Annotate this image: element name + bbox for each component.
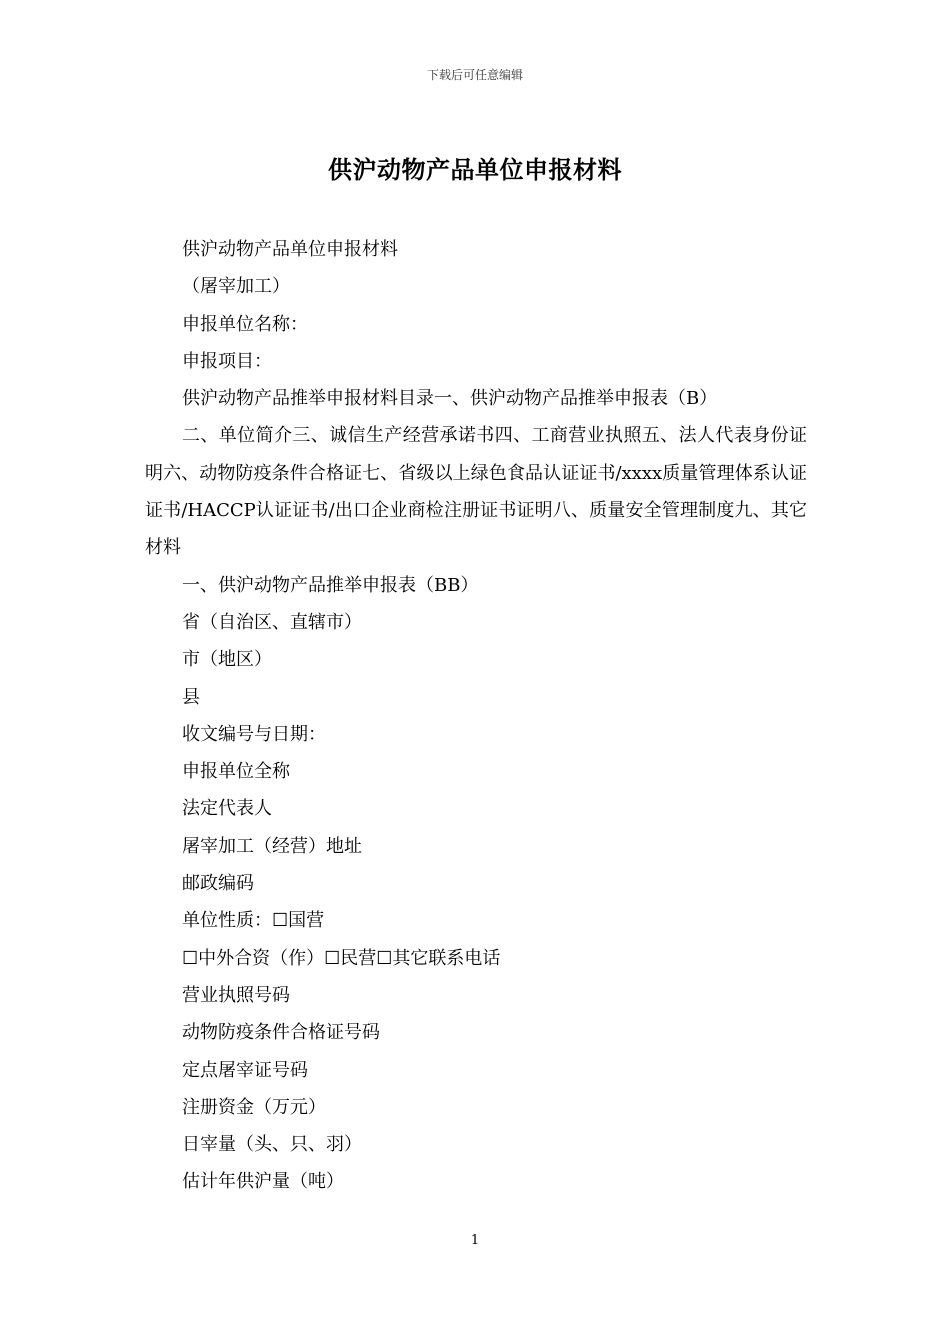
field-receipt-number-date: 收文编号与日期： (182, 723, 326, 745)
field-daily-slaughter-volume: 日宰量（头、只、羽） (182, 1134, 362, 1156)
field-annual-supply-estimate: 估计年供沪量（吨） (182, 1171, 344, 1193)
field-city: 市（地区） (182, 649, 272, 671)
field-postal-code: 邮政编码 (182, 873, 254, 895)
page-header-note: 下载后可任意编辑 (426, 68, 523, 82)
page-number: 1 (470, 1233, 480, 1248)
field-slaughter-certificate-number: 定点屠宰证号码 (182, 1059, 308, 1081)
field-business-license-number: 营业执照号码 (182, 984, 290, 1006)
document-title: 供沪动物产品单位申报材料 (328, 155, 622, 184)
paragraph-form-heading: 一、供沪动物产品推举申报表（BB） (182, 574, 479, 596)
field-processing-address: 屠宰加工（经营）地址 (182, 835, 362, 857)
paragraph-application-item: 申报项目： (182, 350, 272, 372)
paragraph-doc-name: 供沪动物产品单位申报材料 (182, 239, 398, 260)
field-province: 省（自治区、直辖市） (182, 611, 362, 633)
field-unit-type-options-phone: ☐中外合资（作）☐民营☐其它联系电话 (182, 947, 501, 969)
field-county: 县 (182, 686, 200, 708)
paragraph-contents-one: 供沪动物产品推举申报材料目录一、供沪动物产品推举申报表（B） (182, 388, 718, 410)
field-unit-type-state-owned: 单位性质：☐国营 (182, 910, 325, 932)
paragraph-category: （屠宰加工） (182, 276, 290, 298)
paragraph-contents-list: 二、单位简介三、诚信生产经营承诺书四、工商营业执照五、法人代表身份证明六、动物防疫条件合格证七、省级以上绿色食品认证证书/xxxx质量管理体系认证证书/HACCP认证证书/出口企业商检注册证书证明八、质量安全管理制度九、其它材料 (145, 425, 807, 559)
field-applicant-full-name: 申报单位全称 (182, 761, 290, 783)
field-legal-representative: 法定代表人 (182, 798, 272, 820)
field-epidemic-certificate-number: 动物防疫条件合格证号码 (182, 1022, 380, 1044)
document-body (145, 231, 807, 1201)
field-registered-capital: 注册资金（万元） (182, 1096, 326, 1118)
paragraph-applicant-name: 申报单位名称： (182, 313, 308, 335)
